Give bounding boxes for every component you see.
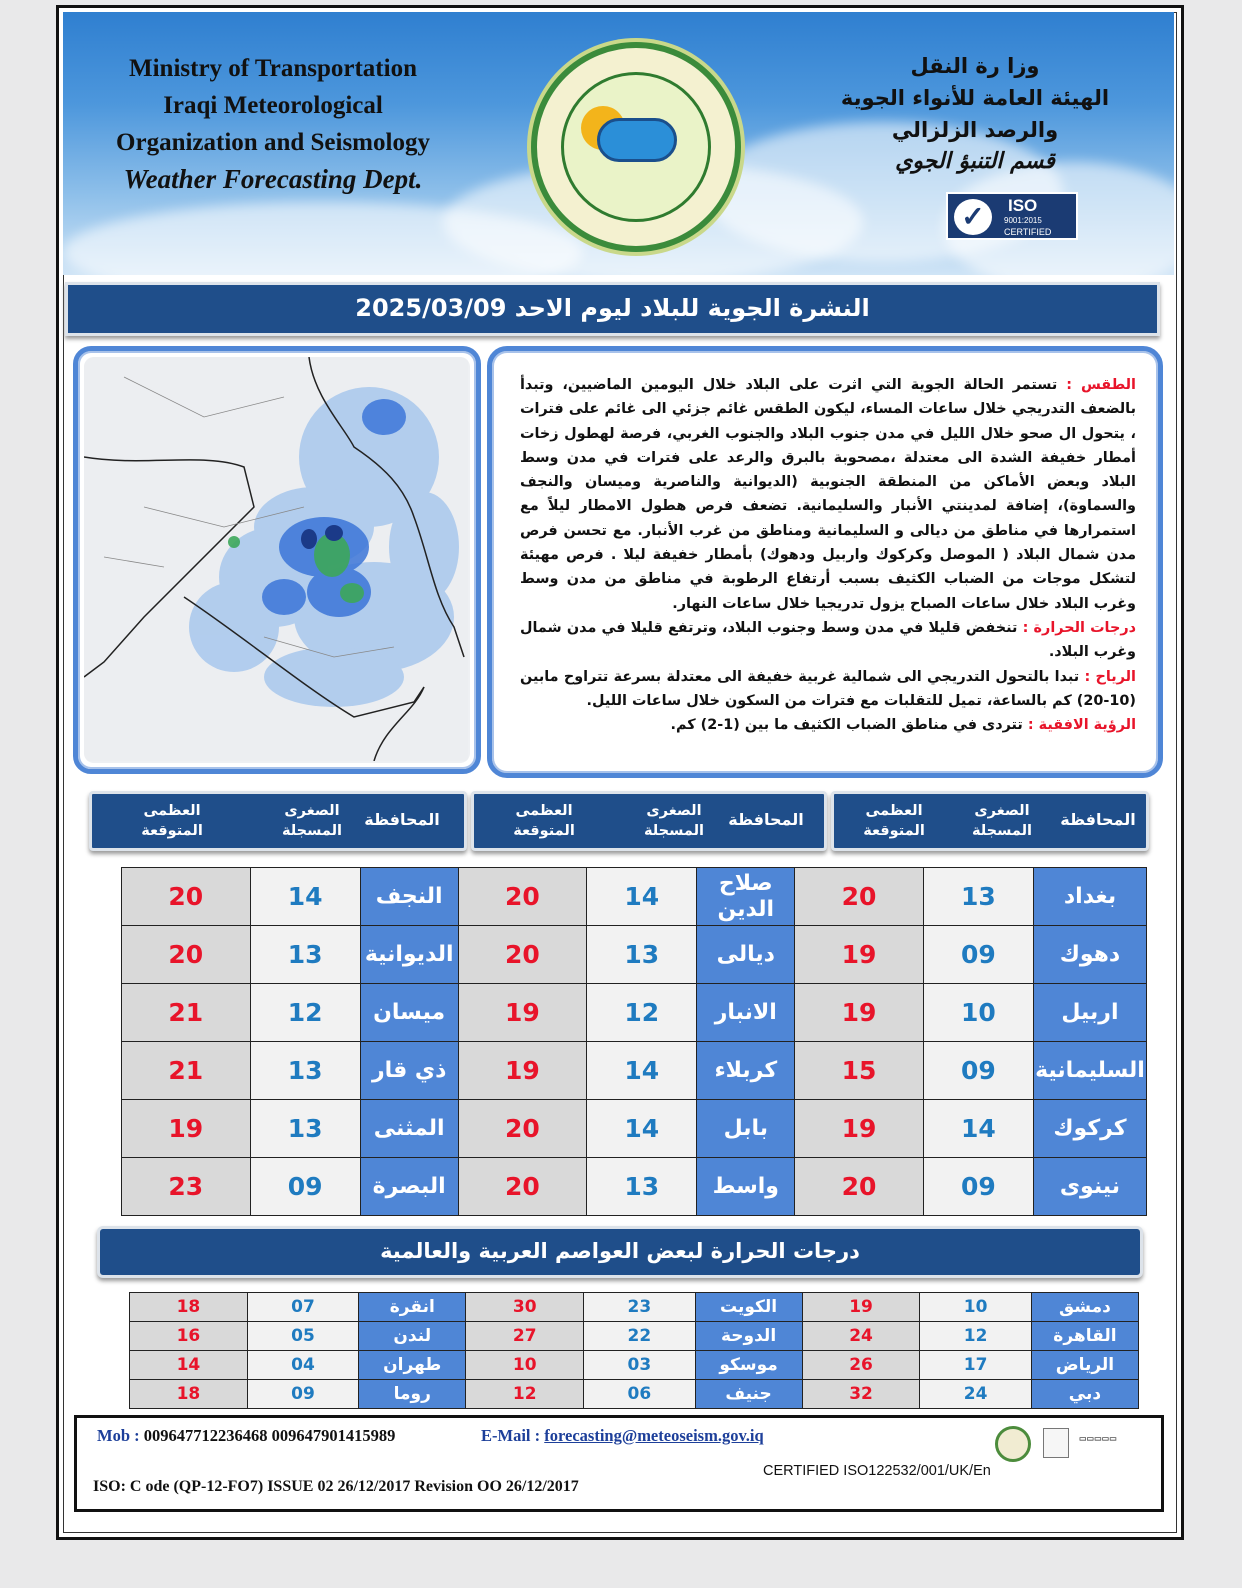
max-temp-cell: 20: [122, 868, 251, 926]
min-temp-cell: 12: [587, 984, 697, 1042]
province-name-cell: صلاح الدين: [697, 868, 795, 926]
header-ar-dept: قسم التنبؤ الجوي: [895, 149, 1055, 174]
capital-min-cell: 09: [247, 1380, 358, 1409]
header-en-line-1: Ministry of Transportation: [129, 55, 417, 82]
weather-label: الطقس :: [1066, 377, 1136, 393]
header-ar-line-2: الهيئة العامة للأنواء الجوية: [840, 86, 1110, 110]
capital-min-cell: 22: [584, 1322, 695, 1351]
province-name-cell: المثنى: [360, 1100, 458, 1158]
max-temp-cell: 20: [458, 868, 587, 926]
capital-min-cell: 12: [920, 1322, 1031, 1351]
min-temp-cell: 13: [250, 1100, 360, 1158]
max-temp-cell: 19: [122, 1100, 251, 1158]
max-temp-cell: 20: [458, 1100, 587, 1158]
header-banner: [63, 12, 1174, 275]
capital-name-cell: جنيف: [695, 1380, 802, 1409]
capital-name-cell: القاهرة: [1031, 1322, 1138, 1351]
max-temp-cell: 15: [795, 1042, 924, 1100]
province-name-cell: ديالى: [697, 926, 795, 984]
max-temp-cell: 23: [122, 1158, 251, 1216]
email-line: E-Mail : forecasting@meteoseism.gov.iq: [481, 1426, 764, 1445]
email-link[interactable]: forecasting@meteoseism.gov.iq: [544, 1426, 764, 1445]
capital-max-cell: 26: [802, 1351, 920, 1380]
min-temp-cell: 09: [250, 1158, 360, 1216]
capital-min-cell: 23: [584, 1293, 695, 1322]
province-row: [122, 1158, 1147, 1216]
province-row: [122, 984, 1147, 1042]
capital-name-cell: لندن: [359, 1322, 466, 1351]
capital-max-cell: 30: [466, 1293, 584, 1322]
max-temp-cell: 19: [795, 984, 924, 1042]
forecast-text: [520, 373, 1136, 737]
min-temp-cell: 13: [587, 1158, 697, 1216]
bulletin-title: النشرة الجوية للبلاد ليوم الاحد 2025/03/09: [65, 282, 1160, 336]
capital-name-cell: الرياض: [1031, 1351, 1138, 1380]
min-temp-cell: 13: [923, 868, 1033, 926]
max-temp-cell: 21: [122, 1042, 251, 1100]
min-temp-cell: 13: [587, 926, 697, 984]
province-name-cell: البصرة: [360, 1158, 458, 1216]
capital-name-cell: دمشق: [1031, 1293, 1138, 1322]
mobile-numbers: Mob : 009647712236468 009647901415989: [97, 1426, 396, 1445]
capitals-title: درجات الحرارة لبعض العواصم العربية والعالمية: [97, 1226, 1143, 1278]
min-temp-cell: 14: [587, 1100, 697, 1158]
province-row: [122, 868, 1147, 926]
province-name-cell: واسط: [697, 1158, 795, 1216]
capital-min-cell: 10: [920, 1293, 1031, 1322]
checkmark-icon: ✓: [954, 199, 992, 235]
certification-text-icon: ▭▭▭▭▭: [1079, 1434, 1117, 1443]
capital-max-cell: 27: [466, 1322, 584, 1351]
max-temp-cell: 19: [795, 926, 924, 984]
header-en-dept: Weather Forecasting Dept.: [123, 164, 423, 194]
capital-min-cell: 04: [247, 1351, 358, 1380]
min-temp-cell: 14: [923, 1100, 1033, 1158]
capital-max-cell: 16: [130, 1322, 248, 1351]
max-temp-cell: 20: [458, 1158, 587, 1216]
certified-line: CERTIFIED ISO122532/001/UK/En: [763, 1463, 991, 1479]
capital-row: [130, 1293, 1139, 1322]
capital-min-cell: 06: [584, 1380, 695, 1409]
max-temp-cell: 19: [458, 1042, 587, 1100]
max-temp-cell: 20: [458, 926, 587, 984]
min-temp-cell: 13: [250, 926, 360, 984]
min-temp-cell: 09: [923, 926, 1033, 984]
capital-name-cell: دبي: [1031, 1380, 1138, 1409]
province-name-cell: نينوى: [1033, 1158, 1146, 1216]
column-header-group-left: المحافظة الصغرى المسجلة العظمى المتوقعة: [89, 791, 467, 851]
province-temperature-table: [121, 867, 1147, 1216]
column-header-group-middle: المحافظة الصغرى المسجلة العظمى المتوقعة: [471, 791, 827, 851]
capital-name-cell: الدوحة: [695, 1322, 802, 1351]
capital-min-cell: 03: [584, 1351, 695, 1380]
header-en-line-2: Iraqi Meteorological: [163, 92, 383, 119]
province-row: [122, 1042, 1147, 1100]
radar-map-graphic: [84, 357, 468, 761]
capital-max-cell: 19: [802, 1293, 920, 1322]
capital-max-cell: 18: [130, 1293, 248, 1322]
capital-max-cell: 14: [130, 1351, 248, 1380]
wind-text: تبدا بالتحول التدريجي الى شمالية غربية خفيفة الى معتدلة بسرعة تتراوح مابين (10-20) كم بالساعة، تميل للتقلبات مع فترات من السكون خلال ساعات الليل.: [520, 668, 1136, 709]
min-temp-cell: 14: [250, 868, 360, 926]
province-name-cell: ذي قار: [360, 1042, 458, 1100]
header-ar-line-1: وزا رة النقل: [910, 54, 1040, 78]
min-temp-cell: 10: [923, 984, 1033, 1042]
capital-max-cell: 18: [130, 1380, 248, 1409]
wind-label: الرياح :: [1084, 668, 1136, 685]
capital-row: [130, 1351, 1139, 1380]
capital-name-cell: طهران: [359, 1351, 466, 1380]
temperature-label: درجات الحرارة :: [1022, 619, 1136, 636]
header-ar-line-3: والرصد الزلزالي: [891, 118, 1059, 142]
min-temp-cell: 09: [923, 1158, 1033, 1216]
province-name-cell: كربلاء: [697, 1042, 795, 1100]
organization-logo: [531, 42, 741, 252]
column-header-group-right: المحافظة الصغرى المسجلة العظمى المتوقعة: [831, 791, 1149, 851]
weather-text: تستمر الحالة الجوية التي اثرت على البلاد خلال اليومين الماضيين، وتبدأ بالضعف التدريجي خلال ساعات المساء، ليكون الطقس غائم جزئي الى غائم على فترات ، يتحول ال صحو خلال الليل في مدن جنوب البلاد والجنوب الغربي، فرصة لهطول زخات أمطار خفيفة الشدة الى معتدلة ،مصحوبة بالبرق والرعد على فترات في مدن وسط البلاد وبعض الأماكن من المنطقة الجنوبية (الديوانية والناصرية وميسان والنجف والسماوة)، إضافة لمدينتي الأنبار والسليمانية. تضعف فرص هطول الامطار ليلاً مع استمرارها في مناطق من ديالى و السليمانية ومناطق من غرب الأنبار. مع تحسن فرص مدن شمال البلاد ( الموصل وكركوك واربيل ودهوك) بأمطار خفيفة ليلا . فرص مهيئة لتشكل موجات من الضباب الكثيف بسبب أرتفاع الرطوبة في مناطق من مدن وسط وغرب البلاد خلال ساعات الصباح يزول تدريجيا خلال ساعات النهار.: [520, 377, 1136, 612]
province-name-cell: السليمانية: [1033, 1042, 1146, 1100]
min-temp-cell: 14: [587, 1042, 697, 1100]
capital-min-cell: 17: [920, 1351, 1031, 1380]
province-name-cell: دهوك: [1033, 926, 1146, 984]
capital-min-cell: 05: [247, 1322, 358, 1351]
iso-certified-badge: ✓ ISO 9001:2015 CERTIFIED: [946, 192, 1078, 240]
footer: [74, 1415, 1164, 1512]
seal-icon: [995, 1426, 1031, 1462]
province-name-cell: اربيل: [1033, 984, 1146, 1042]
certification-mark-icon: [1043, 1428, 1069, 1458]
max-temp-cell: 20: [795, 1158, 924, 1216]
capital-name-cell: الكويت: [695, 1293, 802, 1322]
max-temp-cell: 21: [122, 984, 251, 1042]
capital-max-cell: 10: [466, 1351, 584, 1380]
capital-name-cell: موسكو: [695, 1351, 802, 1380]
capital-row: [130, 1380, 1139, 1409]
temperature-text: تنخفض قليلا في مدن وسط وجنوب البلاد، وترتفع قليلا في مدن شمال وغرب البلاد.: [520, 619, 1136, 661]
province-name-cell: كركوك: [1033, 1100, 1146, 1158]
capitals-temperature-table: [129, 1292, 1139, 1409]
province-name-cell: الانبار: [697, 984, 795, 1042]
province-name-cell: ميسان: [360, 984, 458, 1042]
header-arabic: [830, 50, 1120, 178]
capital-max-cell: 24: [802, 1322, 920, 1351]
min-temp-cell: 13: [250, 1042, 360, 1100]
weather-map-frame: [73, 346, 481, 774]
cloud-icon: [597, 118, 677, 162]
capital-max-cell: 32: [802, 1380, 920, 1409]
iso-code-line: ISO: C ode (QP-12-FO7) ISSUE 02 26/12/2017 Revision OO 26/12/2017: [93, 1478, 579, 1495]
max-temp-cell: 20: [795, 868, 924, 926]
capital-max-cell: 12: [466, 1380, 584, 1409]
header-english: [83, 50, 463, 198]
province-row: [122, 926, 1147, 984]
weather-map: [84, 357, 470, 763]
max-temp-cell: 19: [795, 1100, 924, 1158]
visibility-text: تتردى في مناطق الضباب الكثيف ما بين (1-2) كم.: [670, 717, 1028, 734]
visibility-label: الرؤية الافقية :: [1027, 717, 1136, 734]
capital-min-cell: 24: [920, 1380, 1031, 1409]
capital-row: [130, 1322, 1139, 1351]
bulletin-page: [56, 5, 1184, 1540]
capital-min-cell: 07: [247, 1293, 358, 1322]
province-name-cell: النجف: [360, 868, 458, 926]
header-en-line-3: Organization and Seismology: [116, 129, 430, 156]
min-temp-cell: 14: [587, 868, 697, 926]
province-name-cell: بغداد: [1033, 868, 1146, 926]
min-temp-cell: 12: [250, 984, 360, 1042]
max-temp-cell: 19: [458, 984, 587, 1042]
capital-name-cell: روما: [359, 1380, 466, 1409]
province-name-cell: الديوانية: [360, 926, 458, 984]
forecast-text-frame: [487, 346, 1163, 778]
province-row: [122, 1100, 1147, 1158]
province-name-cell: بابل: [697, 1100, 795, 1158]
capital-name-cell: انقرة: [359, 1293, 466, 1322]
min-temp-cell: 09: [923, 1042, 1033, 1100]
max-temp-cell: 20: [122, 926, 251, 984]
